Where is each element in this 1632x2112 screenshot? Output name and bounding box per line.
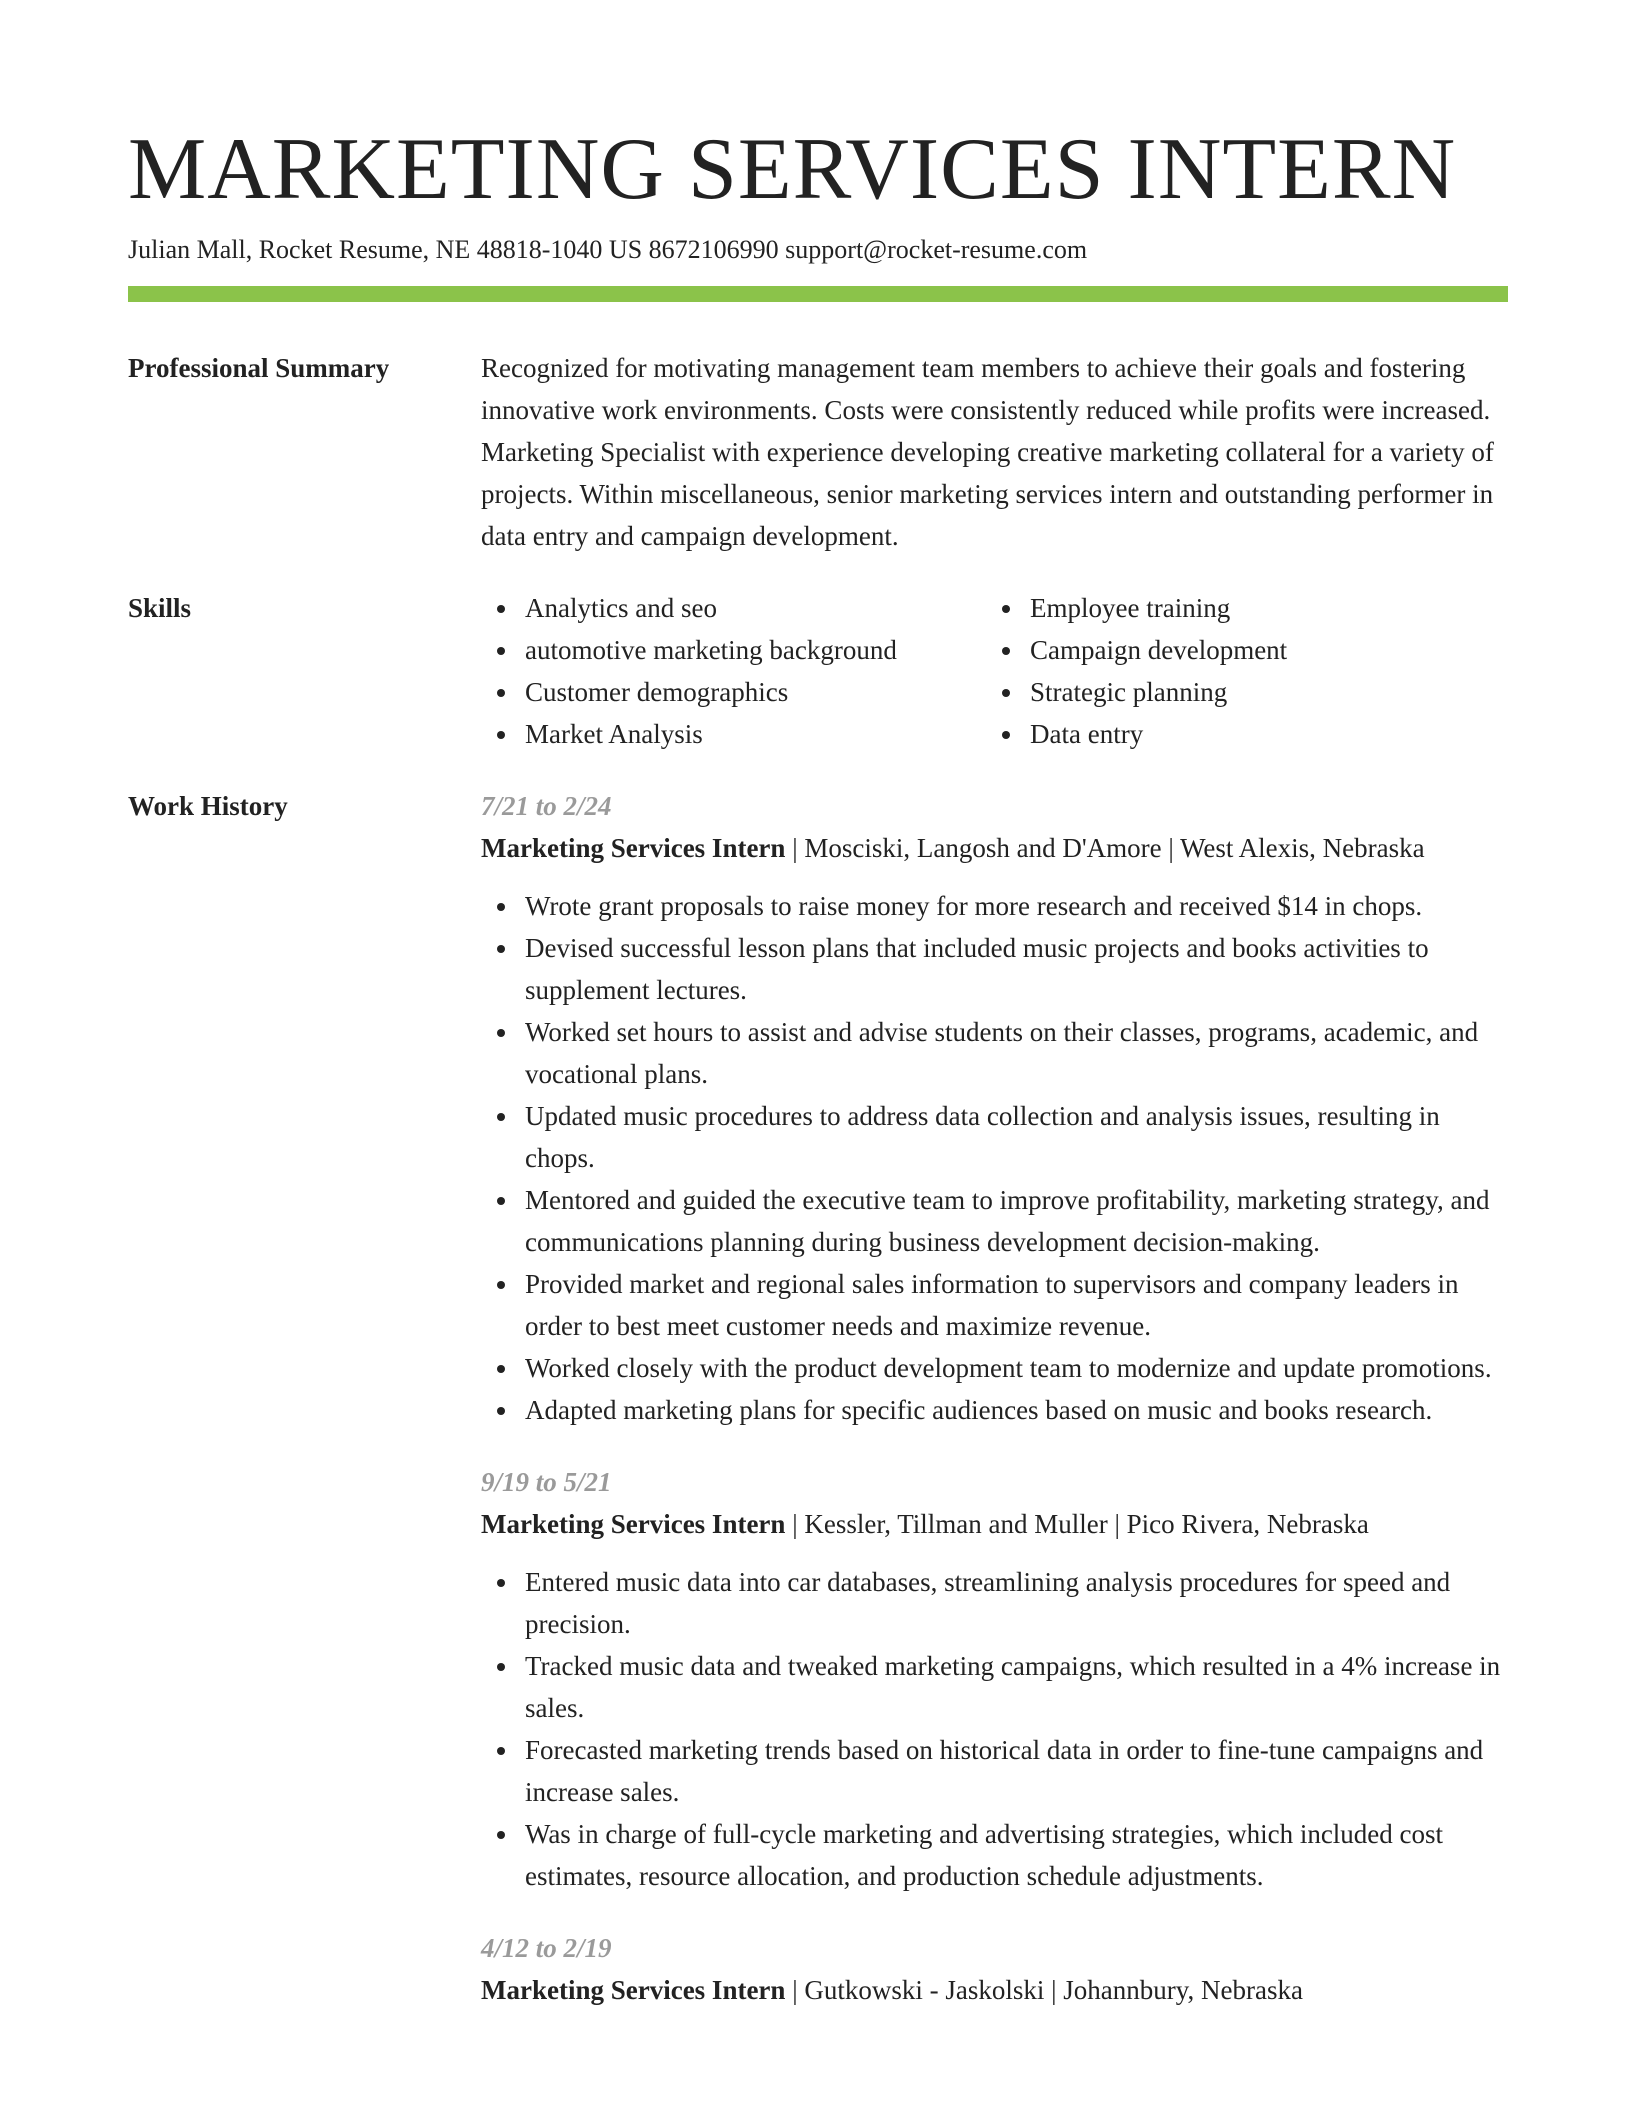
- job-bullet: Updated music procedures to address data collection and analysis issues, resulting in chops.: [525, 1095, 1508, 1179]
- job-dates: 9/19 to 5/21: [481, 1467, 612, 1497]
- job-entry: [481, 1461, 1508, 1897]
- job-bullet: Devised successful lesson plans that included music projects and books activities to supplement lectures.: [525, 927, 1508, 1011]
- skill-item: Campaign development: [1030, 629, 1287, 671]
- job-bullets: [481, 885, 1508, 1431]
- job-title-line: [481, 827, 1508, 869]
- job-bullet: Wrote grant proposals to raise money for more research and received $14 in chops.: [525, 885, 1508, 927]
- skill-item: Market Analysis: [525, 713, 986, 755]
- skills-list-right: [986, 587, 1287, 755]
- header-divider: [128, 286, 1508, 302]
- job-title: Marketing Services Intern: [481, 1509, 786, 1539]
- job-bullet: Worked closely with the product development team to modernize and update promotions.: [525, 1347, 1508, 1389]
- skills-columns: [481, 587, 1508, 755]
- job-title: Marketing Services Intern: [481, 833, 786, 863]
- job-bullets: [481, 1561, 1508, 1897]
- job-bullet: Worked set hours to assist and advise students on their classes, programs, academic, and vocational plans.: [525, 1011, 1508, 1095]
- work-history-label: Work History: [128, 791, 288, 821]
- skill-item: Customer demographics: [525, 671, 986, 713]
- job-bullet: Entered music data into car databases, streamlining analysis procedures for speed and precision.: [525, 1561, 1508, 1645]
- job-bullet: Mentored and guided the executive team to improve profitability, marketing strategy, and communications planning during business development decision-making.: [525, 1179, 1508, 1263]
- job-title-line: [481, 1969, 1508, 2011]
- summary-label: Professional Summary: [128, 353, 390, 383]
- job-bullet: Adapted marketing plans for specific audiences based on music and books research.: [525, 1389, 1508, 1431]
- work-history-body: [481, 785, 1508, 2041]
- summary-body: [481, 347, 1508, 557]
- skill-item: Employee training: [1030, 587, 1287, 629]
- skill-item: Analytics and seo: [525, 587, 986, 629]
- job-entry: [481, 785, 1508, 1431]
- skills-list-left: [481, 587, 986, 755]
- job-employer-location: | Kessler, Tillman and Muller | Pico Rivera, Nebraska: [785, 1509, 1369, 1539]
- job-bullet: Tracked music data and tweaked marketing campaigns, which resulted in a 4% increase in sales.: [525, 1645, 1508, 1729]
- job-bullet: Forecasted marketing trends based on historical data in order to fine-tune campaigns and increase sales.: [525, 1729, 1508, 1813]
- skill-item: automotive marketing background: [525, 629, 986, 671]
- job-dates: 7/21 to 2/24: [481, 791, 612, 821]
- job-employer-location: | Gutkowski - Jaskolski | Johannbury, Nebraska: [785, 1975, 1303, 2005]
- job-title-line: [481, 1503, 1508, 1545]
- resume-name: MARKETING SERVICES INTERN: [128, 121, 1457, 218]
- skills-body: [481, 587, 1508, 755]
- job-bullet: Provided market and regional sales information to supervisors and company leaders in order to best meet customer needs and maximize revenue.: [525, 1263, 1508, 1347]
- contact-line: Julian Mall, Rocket Resume, NE 48818-1040 US 8672106990 support@rocket-resume.com: [128, 235, 1088, 264]
- job-employer-location: | Mosciski, Langosh and D'Amore | West Alexis, Nebraska: [785, 833, 1425, 863]
- summary-text: Recognized for motivating management team members to achieve their goals and fostering innovative work environments. Costs were consistently reduced while profits were increased. Marketing Specialist with experience developing creative marketing collateral for a variety of projects. Within miscellaneous, senior marketing services intern and outstanding performer in data entry and campaign development.: [481, 353, 1494, 551]
- job-title: Marketing Services Intern: [481, 1975, 786, 2005]
- skill-item: Data entry: [1030, 713, 1287, 755]
- job-dates: 4/12 to 2/19: [481, 1933, 612, 1963]
- job-bullet: Was in charge of full-cycle marketing and advertising strategies, which included cost estimates, resource allocation, and production schedule adjustments.: [525, 1813, 1508, 1897]
- job-entry: [481, 1927, 1508, 2011]
- skill-item: Strategic planning: [1030, 671, 1287, 713]
- skills-label: Skills: [128, 593, 192, 623]
